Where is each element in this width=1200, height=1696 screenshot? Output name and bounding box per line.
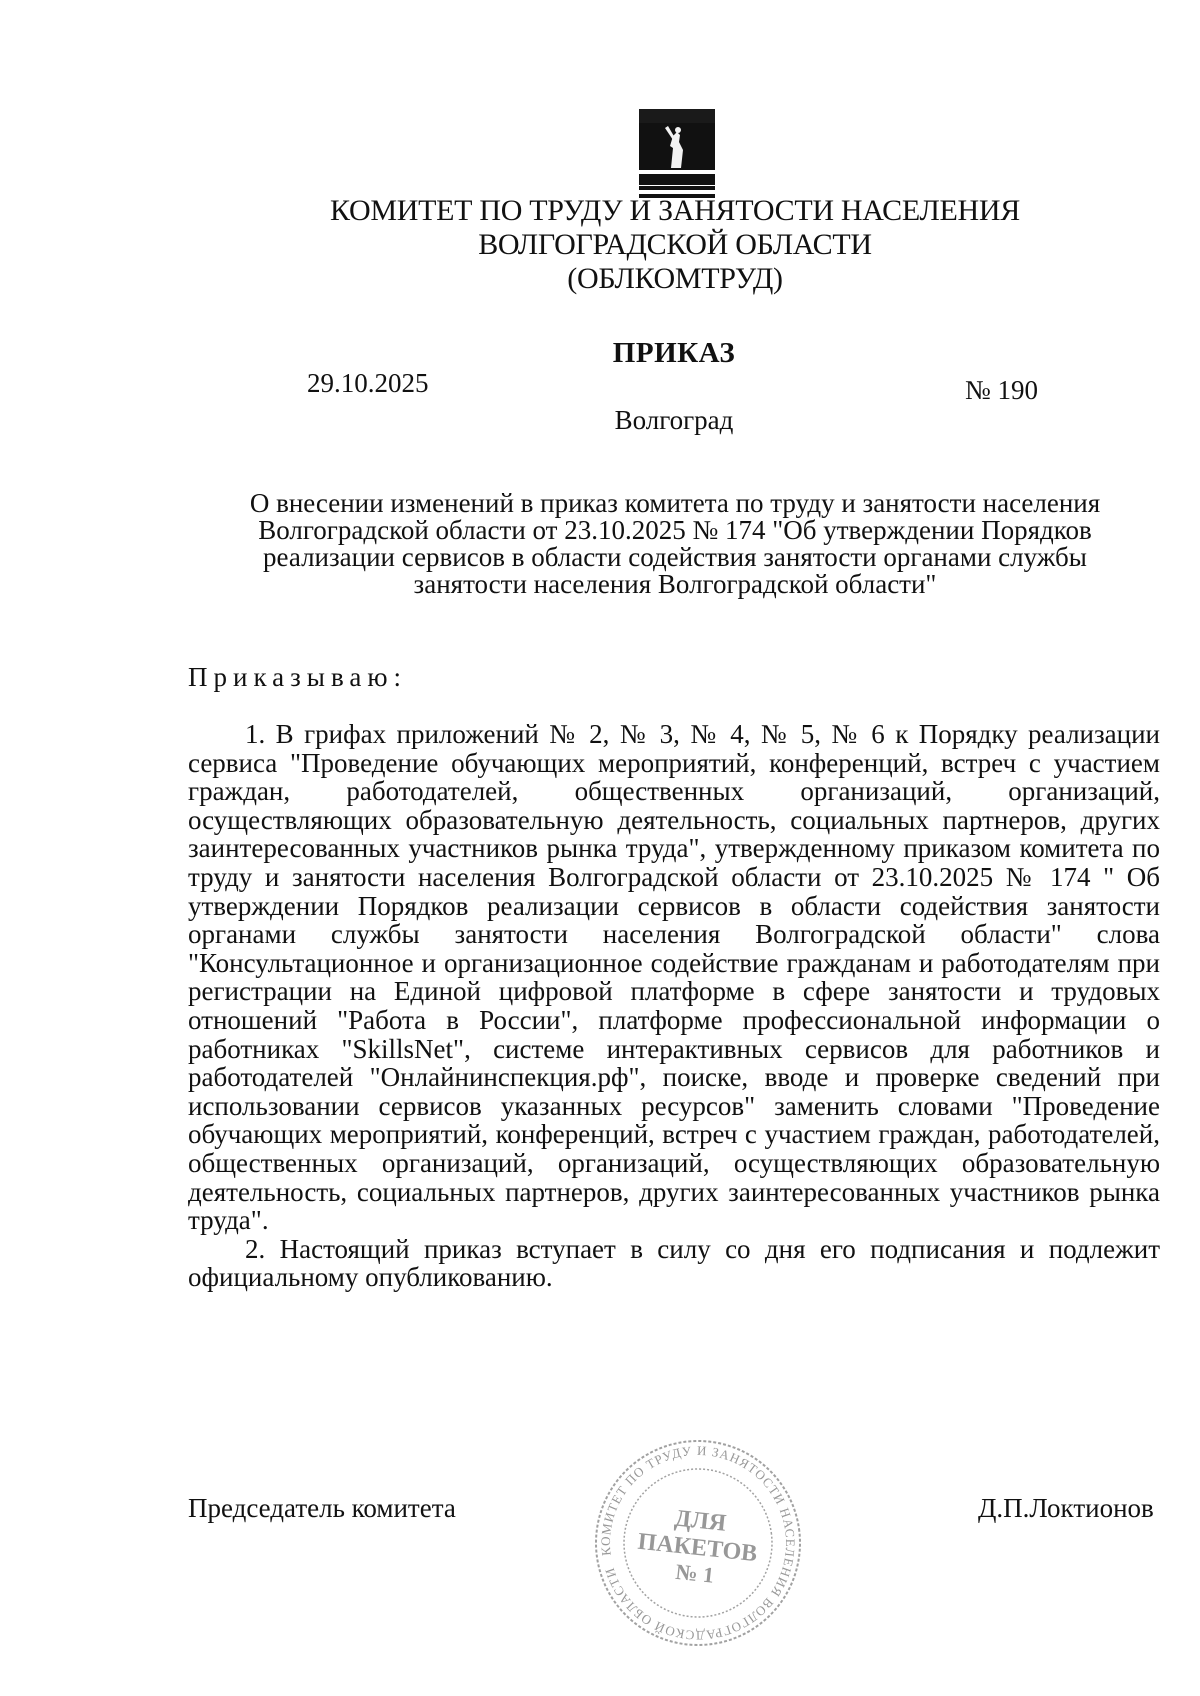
signatory-name: Д.П.Локтионов <box>978 1493 1154 1523</box>
subject-line: О внесении изменений в приказ комитета по труду и занятости населения <box>249 488 1101 518</box>
org-line-3: (ОБЛКОМТРУД) <box>567 262 783 295</box>
document-date: 29.10.2025 <box>307 368 429 398</box>
document-body <box>188 720 1160 1292</box>
subject-line: реализации сервисов в области содействия занятости органами службы <box>263 542 1087 572</box>
volgograd-coat-of-arms-icon <box>637 108 717 200</box>
subject-line: Волгоградской области от 23.10.2025 № 174 "Об утверждении Порядков <box>258 515 1092 545</box>
round-stamp-icon <box>578 1433 818 1653</box>
document-number: № 190 <box>965 375 1039 405</box>
paragraph-2: 2. Настоящий приказ вступает в силу со дня его подписания и подлежит официальному опубликованию. <box>188 1233 1160 1293</box>
document-subject <box>225 490 1125 598</box>
svg-text:№ 1: № 1 <box>674 1558 716 1588</box>
subject-line: занятости населения Волгоградской области" <box>413 569 937 599</box>
paragraph-1: 1. В грифах приложений № 2, № 3, № 4, № 5, № 6 к Порядку реализации сервиса "Проведение обучающих мероприятий, конференций, встреч с участием граждан, работодателей, общественных организаций, организаций, осуществляющих образовательную деятельность, социальных партнеров, других заинтересованных участников рынка труда", утвержденному приказом комитета по труду и занятости населения Волгоградской области от 23.10.2025 № 174 " Об утверждении Порядков реализации сервисов в области содействия занятости органами службы занятости населения Волгоградской области" слова "Консультационное и организационное содействие гражданам и работодателям при регистрации на Единой цифровой платформе в сфере занятости и трудовых отношений "Работа в России", платформе профессиональной информации о работниках "SkillsNet", системе интерактивных сервисов для работников и работодателей "Онлайнинспекция.рф", поиске, вводе и проверке сведений при использовании сервисов указанных ресурсов" заменить словами "Проведение обучающих мероприятий, конференций, встреч с участием граждан, работодателей, общественных организаций, организаций, осуществляющих образовательную деятельность, социальных партнеров, других заинтересованных участников рынка труда". <box>188 719 1160 1236</box>
svg-text:КОМИТЕТ ПО ТРУДУ И ЗАНЯТОСТИ Н: КОМИТЕТ ПО ТРУДУ И ЗАНЯТОСТИ НАСЕЛЕНИЯ ВОЛГОГРАДСКОЙ ОБЛАСТИ <box>597 1442 799 1644</box>
svg-text:ДЛЯ: ДЛЯ <box>673 1505 728 1537</box>
org-line-2: ВОЛГОГРАДСКОЙ ОБЛАСТИ <box>478 228 872 261</box>
signatory-title: Председатель комитета <box>188 1493 456 1523</box>
organization-name <box>250 194 1100 296</box>
document-type: ПРИКАЗ <box>612 337 736 369</box>
org-line-1: КОМИТЕТ ПО ТРУДУ И ЗАНЯТОСТИ НАСЕЛЕНИЯ <box>330 194 1020 227</box>
order-word: Приказываю: <box>188 662 407 692</box>
document-city: Волгоград <box>614 405 734 435</box>
svg-text:ПАКЕТОВ: ПАКЕТОВ <box>636 1528 759 1568</box>
